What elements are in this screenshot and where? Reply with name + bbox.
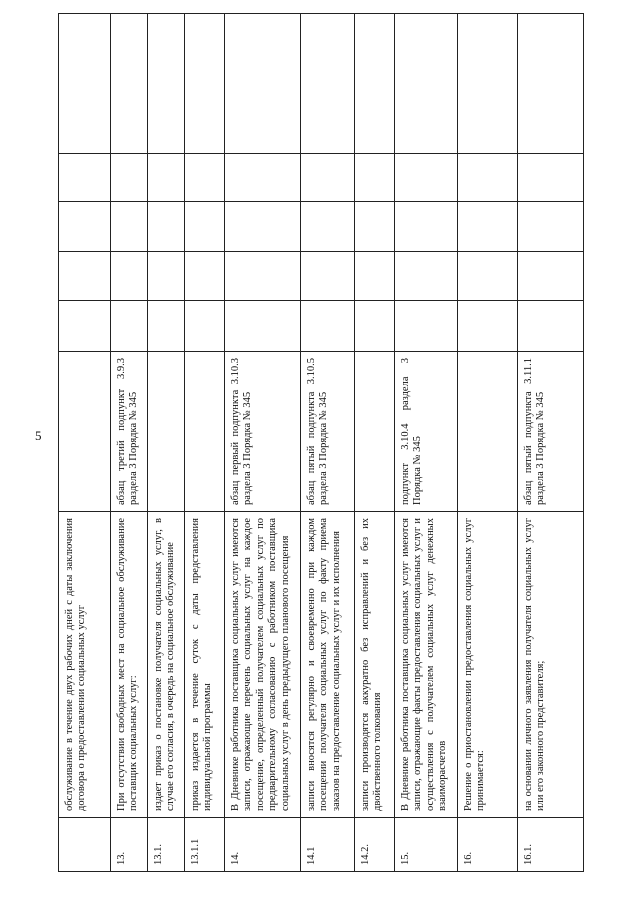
answer-cell: [458, 202, 518, 252]
comment-cell: [355, 14, 395, 154]
answer-cell: [148, 301, 185, 352]
answer-cell: [355, 252, 395, 301]
comment-cell: [301, 14, 355, 154]
row-text: издает приказ о постановке получателя социальных услуг, в случае его согласия, в очередь на социальное обслуживание: [148, 512, 185, 818]
answer-cell: [518, 252, 584, 301]
answer-cell: [395, 202, 458, 252]
row-reference: абзац первый подпункта 3.10.3 раздела 3 Порядка № 345: [225, 352, 301, 512]
rotated-table-wrapper: [58, 14, 583, 872]
table-row: [458, 14, 518, 872]
comment-cell: [518, 14, 584, 154]
row-number: 14.: [225, 818, 301, 872]
answer-cell: [59, 202, 111, 252]
answer-cell: [148, 154, 185, 202]
table-row: [518, 14, 584, 872]
comment-cell: [111, 14, 148, 154]
answer-cell: [355, 154, 395, 202]
row-reference: абзац пятый подпункта 3.11.1 раздела 3 Порядка № 345: [518, 352, 584, 512]
answer-cell: [59, 301, 111, 352]
row-number: 14.2.: [355, 818, 395, 872]
answer-cell: [185, 202, 225, 252]
row-reference: [355, 352, 395, 512]
row-text: В Дневнике работника поставщика социальных услуг имеются записи, отражающие перечень социальных услуг на каждое посещение, определенный получателем социальных услуг по предварительному согласованию с работником поставщика социальных услуг в день предыдущего планового посещения: [225, 512, 301, 818]
table-row: [301, 14, 355, 872]
answer-cell: [59, 252, 111, 301]
table-row: [185, 14, 225, 872]
row-reference: [59, 352, 111, 512]
table-body: [59, 14, 584, 872]
row-text: В Дневнике работника поставщика социальных услуг имеются записи, отражающие факты предоставления социальных услуг и осуществления с получателем социальных услуг денежных взаиморасчетов: [395, 512, 458, 818]
answer-cell: [518, 154, 584, 202]
row-number: 16.: [458, 818, 518, 872]
table-row: [225, 14, 301, 872]
row-text: записи вносятся регулярно и своевременно при каждом посещении получателя социальных услуг по факту приема заказов на предоставление социальных услуг и их исполнения: [301, 512, 355, 818]
comment-cell: [458, 14, 518, 154]
comment-cell: [148, 14, 185, 154]
row-reference: [458, 352, 518, 512]
answer-cell: [518, 202, 584, 252]
row-reference: абзац третий подпункт 3.9.3 раздела 3 Порядка № 345: [111, 352, 148, 512]
answer-cell: [458, 301, 518, 352]
answer-cell: [225, 252, 301, 301]
comment-cell: [225, 14, 301, 154]
answer-cell: [59, 154, 111, 202]
requirements-table: [58, 13, 584, 872]
row-reference: [185, 352, 225, 512]
comment-cell: [59, 14, 111, 154]
answer-cell: [301, 202, 355, 252]
row-reference: подпункт 3.10.4 раздела 3 Порядка № 345: [395, 352, 458, 512]
answer-cell: [518, 301, 584, 352]
answer-cell: [225, 154, 301, 202]
page-number: 5: [35, 428, 42, 443]
answer-cell: [111, 252, 148, 301]
answer-cell: [185, 301, 225, 352]
answer-cell: [111, 202, 148, 252]
answer-cell: [395, 154, 458, 202]
answer-cell: [355, 202, 395, 252]
answer-cell: [148, 202, 185, 252]
answer-cell: [395, 301, 458, 352]
row-reference: [148, 352, 185, 512]
answer-cell: [301, 252, 355, 301]
answer-cell: [148, 252, 185, 301]
answer-cell: [111, 301, 148, 352]
answer-cell: [111, 154, 148, 202]
row-text: обслуживание в течение двух рабочих дней с даты заключения договора о предоставлении социальных услуг: [59, 512, 111, 818]
answer-cell: [458, 252, 518, 301]
answer-cell: [185, 252, 225, 301]
answer-cell: [355, 301, 395, 352]
answer-cell: [395, 252, 458, 301]
row-text: приказ издается в течение суток с даты представления индивидуальной программы: [185, 512, 225, 818]
answer-cell: [225, 202, 301, 252]
answer-cell: [225, 301, 301, 352]
table-row: [395, 14, 458, 872]
row-text: При отсутствии свободных мест на социальное обслуживание поставщик социальных услуг:: [111, 512, 148, 818]
row-number: 14.1: [301, 818, 355, 872]
answer-cell: [458, 154, 518, 202]
row-number: 13.: [111, 818, 148, 872]
row-number: 13.1.1: [185, 818, 225, 872]
row-text: Решение о приостановлении предоставления социальных услуг принимается:: [458, 512, 518, 818]
row-text: на основании личного заявления получателя социальных услуг или его законного представителя;: [518, 512, 584, 818]
row-number: 15.: [395, 818, 458, 872]
row-reference: абзац пятый подпункта 3.10.5 раздела 3 Порядка № 345: [301, 352, 355, 512]
comment-cell: [185, 14, 225, 154]
table-row: [111, 14, 148, 872]
answer-cell: [185, 154, 225, 202]
answer-cell: [301, 154, 355, 202]
table-row: [355, 14, 395, 872]
row-text: записи производятся аккуратно без исправлений и без их двойственного толкования: [355, 512, 395, 818]
row-number: 16.1.: [518, 818, 584, 872]
row-number: [59, 818, 111, 872]
row-number: 13.1.: [148, 818, 185, 872]
answer-cell: [301, 301, 355, 352]
table-row: [148, 14, 185, 872]
table-row: [59, 14, 111, 872]
comment-cell: [395, 14, 458, 154]
